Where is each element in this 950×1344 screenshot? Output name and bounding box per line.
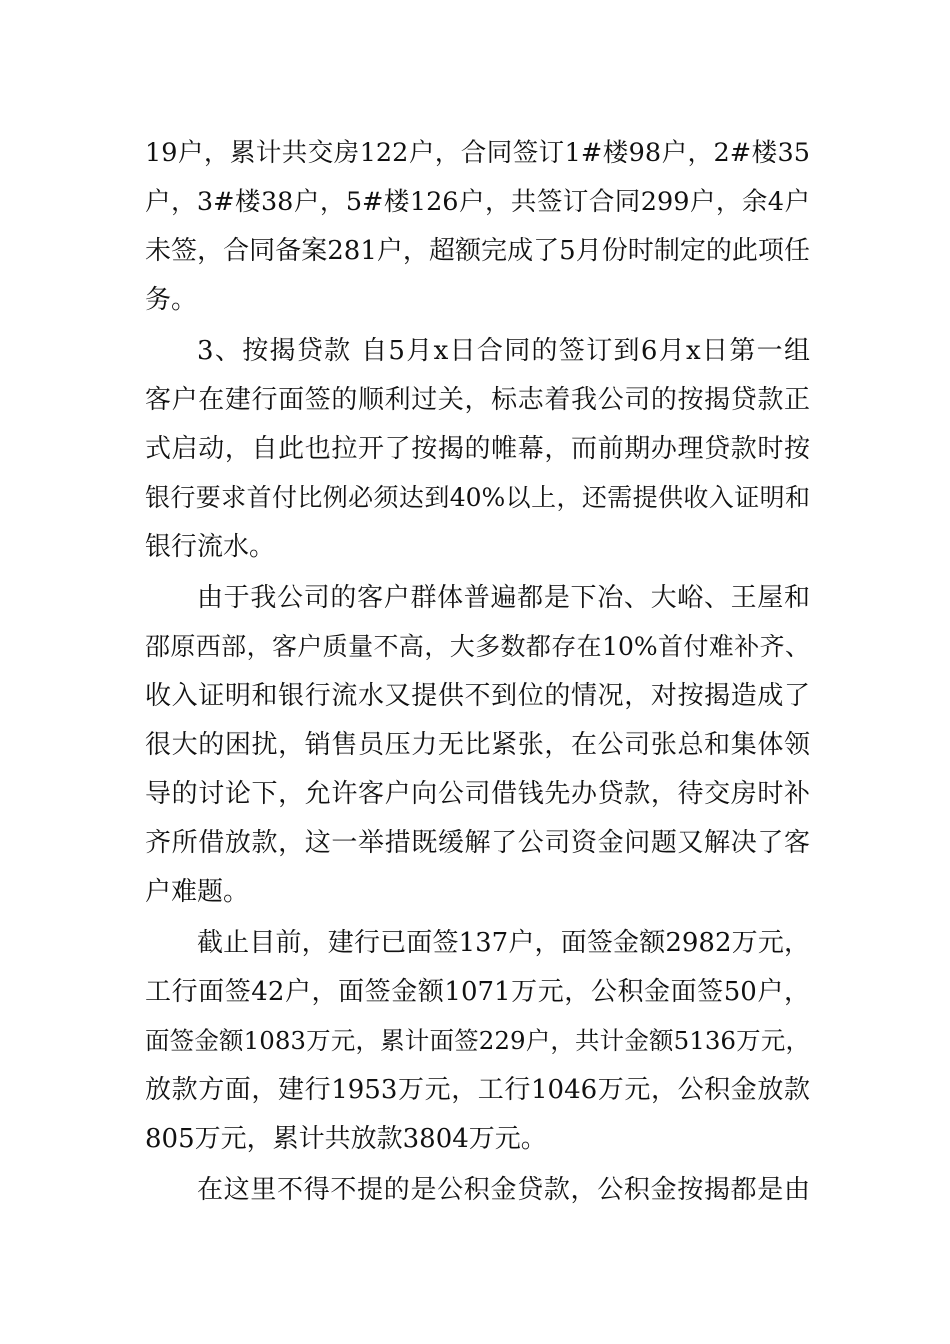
text-line: 工行面签42户，面签金额1071万元，公积金面签50户， <box>145 977 810 1007</box>
text-line: 未签，合同备案281户，超额完成了5月份时制定的此项任 <box>145 236 810 266</box>
text-line: 式启动，自此也拉开了按揭的帷幕，而前期办理贷款时按 <box>145 434 810 464</box>
text-line: 截止目前，建行已面签137户，面签金额2982万元， <box>197 928 810 958</box>
text-line: 19户，累计共交房122户，合同签订1#楼98户，2#楼35 <box>145 138 810 168</box>
text-line: 务。 <box>145 285 198 315</box>
text-line: 银行要求首付比例必须达到40%以上，还需提供收入证明和 <box>145 483 810 512</box>
text-line: 齐所借放款，这一举措既缓解了公司资金问题又解决了客 <box>145 828 810 858</box>
text-line: 户难题。 <box>145 877 250 907</box>
text-line: 导的讨论下，允许客户向公司借钱先办贷款，待交房时补 <box>145 779 810 809</box>
text-line: 由于我公司的客户群体普遍都是下冶、大峪、王屋和 <box>197 583 810 613</box>
text-line: 收入证明和银行流水又提供不到位的情况，对按揭造成了 <box>145 681 810 711</box>
text-line: 面签金额1083万元，累计面签229户，共计金额5136万元， <box>145 1026 810 1055</box>
text-line: 客户在建行面签的顺利过关，标志着我公司的按揭贷款正 <box>145 385 810 415</box>
text-line: 3、按揭贷款 自5月x日合同的签订到6月x日第一组 <box>197 336 810 366</box>
text-line: 在这里不得不提的是公积金贷款，公积金按揭都是由 <box>197 1175 810 1205</box>
text-line: 放款方面，建行1953万元，工行1046万元，公积金放款 <box>145 1075 810 1105</box>
text-line: 户，3#楼38户，5#楼126户，共签订合同299户，余4户 <box>145 187 810 217</box>
text-line: 邵原西部，客户质量不高，大多数都存在10%首付难补齐、 <box>145 632 810 661</box>
text-line: 很大的困扰，销售员压力无比紧张，在公司张总和集体领 <box>145 730 810 760</box>
text-line: 805万元，累计共放款3804万元。 <box>145 1124 547 1154</box>
text-line: 银行流水。 <box>145 532 276 562</box>
